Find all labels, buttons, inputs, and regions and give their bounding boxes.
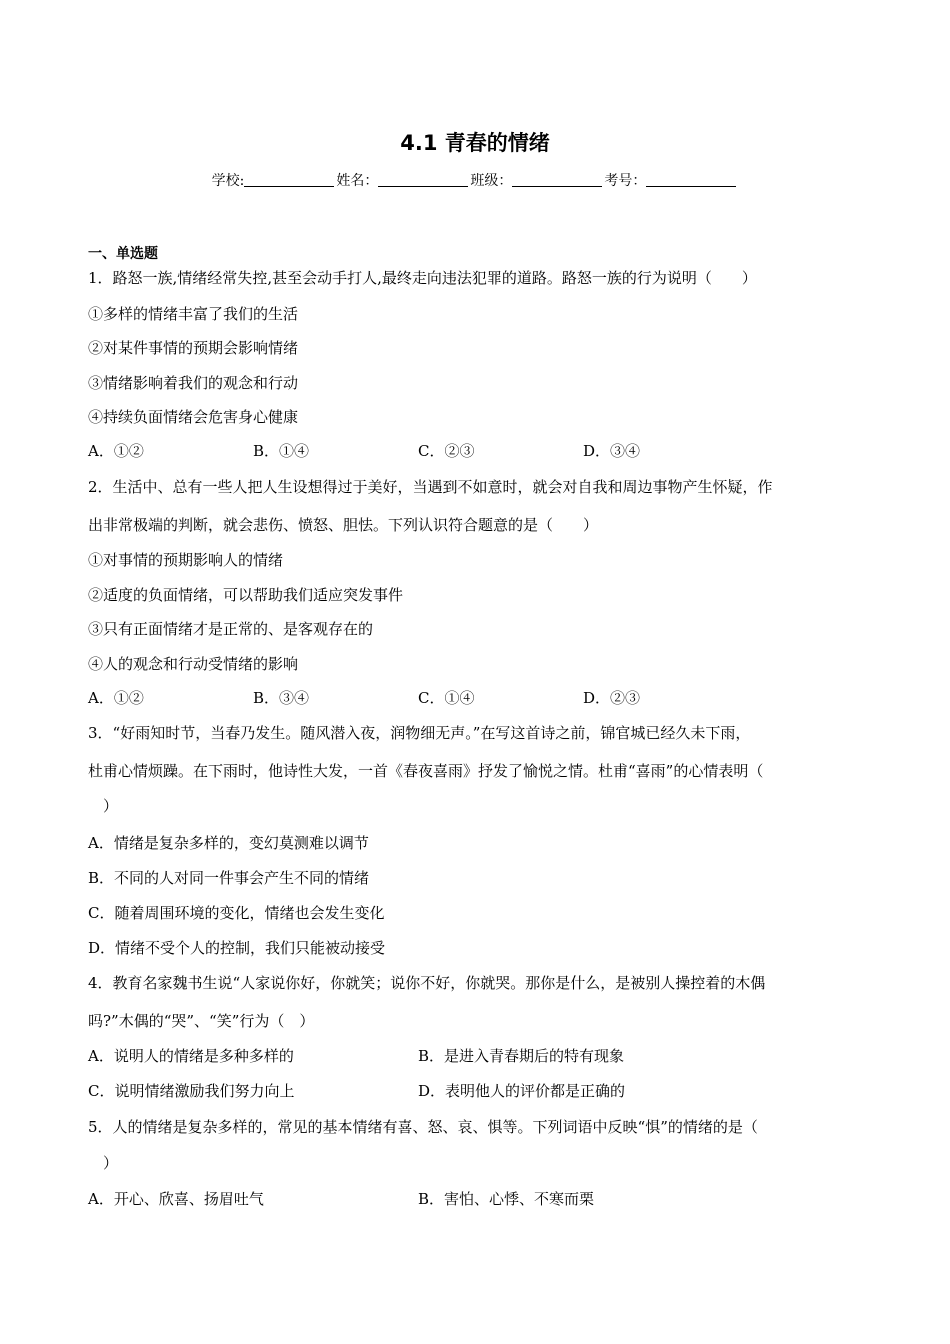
q2-option-b[interactable]: B．③④: [253, 689, 310, 707]
q2-option-a[interactable]: A．①②: [88, 689, 144, 707]
class-blank[interactable]: [512, 171, 602, 187]
q5-option-a[interactable]: A．开心、欣喜、扬眉吐气: [88, 1190, 264, 1208]
q1-item-1: ①多样的情绪丰富了我们的生活: [88, 305, 299, 323]
q3-stem-line-2: 杜甫心情烦躁。在下雨时，他诗性大发，一首《春夜喜雨》抒发了愉悦之情。杜甫“喜雨”的心情表明（: [88, 762, 764, 780]
q3-option-c[interactable]: C．随着周围环境的变化，情绪也会发生变化: [88, 904, 385, 922]
q2-item-3: ③只有正面情绪才是正常的、是客观存在的: [88, 620, 374, 638]
q1-option-c[interactable]: C．②③: [418, 442, 475, 460]
q1-item-2: ②对某件事情的预期会影响情绪: [88, 339, 299, 357]
q5-stem-line-1: 5．人的情绪是复杂多样的，常见的基本情绪有喜、怒、哀、惧等。下列词语中反映“惧”的情绪的是（: [88, 1118, 758, 1136]
section-title: 一、单选题: [88, 246, 158, 262]
q2-option-d[interactable]: D．②③: [583, 689, 641, 707]
q1-stem: 1．路怒一族,情绪经常失控,甚至会动手打人,最终走向违法犯罪的道路。路怒一族的行为说明（ ）: [88, 269, 757, 287]
q4-option-d[interactable]: D．表明他人的评价都是正确的: [418, 1082, 626, 1100]
q3-option-b[interactable]: B．不同的人对同一件事会产生不同的情绪: [88, 869, 370, 887]
q2-item-4: ④人的观念和行动受情绪的影响: [88, 655, 299, 673]
name-blank[interactable]: [378, 171, 468, 187]
name-label: 姓名：: [336, 173, 379, 189]
q3-option-d[interactable]: D．情绪不受个人的控制，我们只能被动接受: [88, 939, 386, 957]
exam-number-blank[interactable]: [646, 171, 736, 187]
q5-stem-line-2: ）: [88, 1154, 119, 1172]
q2-item-2: ②适度的负面情绪，可以帮助我们适应突发事件: [88, 586, 404, 604]
school-blank[interactable]: [244, 171, 334, 187]
q2-option-c[interactable]: C．①④: [418, 689, 475, 707]
q3-stem-line-1: 3．“好雨知时节，当春乃发生。随风潜入夜，润物细无声。”在写这首诗之前，锦官城已经久未下雨，: [88, 724, 751, 742]
q4-option-b[interactable]: B．是进入青春期后的特有现象: [418, 1047, 625, 1065]
q4-option-c[interactable]: C．说明情绪激励我们努力向上: [88, 1082, 295, 1100]
q1-option-b[interactable]: B．①④: [253, 442, 310, 460]
q3-option-a[interactable]: A．情绪是复杂多样的，变幻莫测难以调节: [88, 834, 369, 852]
q2-item-1: ①对事情的预期影响人的情绪: [88, 551, 284, 569]
q4-option-a[interactable]: A．说明人的情绪是多种多样的: [88, 1047, 294, 1065]
exam-number-label: 考号：: [604, 173, 647, 189]
q2-stem-line-2: 出非常极端的判断，就会悲伤、愤怒、胆怯。下列认识符合题意的是（ ）: [88, 516, 599, 534]
student-info-line: [0, 170, 950, 190]
class-label: 班级：: [470, 173, 513, 189]
q4-stem-line-1: 4．教育名家魏书生说“人家说你好，你就笑；说你不好，你就哭。那你是什么，是被别人操控着的木偶: [88, 974, 766, 992]
q1-item-3: ③情绪影响着我们的观念和行动: [88, 374, 299, 392]
page-title: 4.1 青春的情绪: [400, 131, 550, 155]
school-label: 学校:: [211, 173, 245, 189]
q1-option-a[interactable]: A．①②: [88, 442, 144, 460]
q2-stem-line-1: 2．生活中、总有一些人把人生设想得过于美好，当遇到不如意时，就会对自我和周边事物产生怀疑，作: [88, 478, 773, 496]
q4-stem-line-2: 吗?”木偶的“哭”、“笑”行为（ ）: [88, 1012, 315, 1030]
q1-option-d[interactable]: D．③④: [583, 442, 641, 460]
q5-option-b[interactable]: B．害怕、心悸、不寒而栗: [418, 1190, 595, 1208]
q3-stem-line-3: ）: [88, 797, 119, 815]
q1-item-4: ④持续负面情绪会危害身心健康: [88, 408, 299, 426]
